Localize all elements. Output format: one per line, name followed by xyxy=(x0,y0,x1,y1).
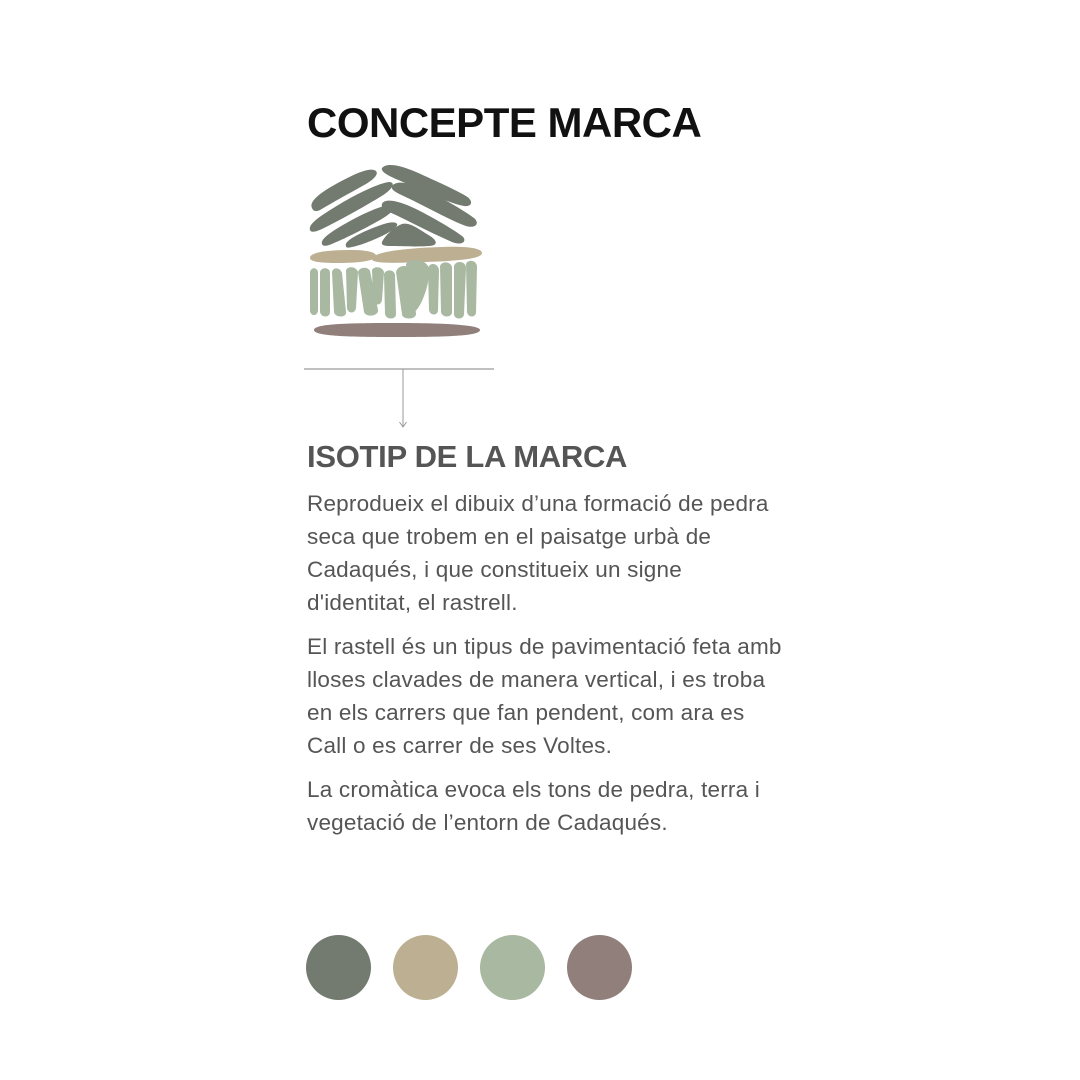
sand-layer xyxy=(310,247,482,263)
dry-stone-isotype-icon xyxy=(306,160,486,342)
vertical-stones xyxy=(310,260,477,318)
swatch-sand xyxy=(393,935,458,1000)
paragraph-rastell: El rastell és un tipus de pavimentació feta amb lloses clavades de manera vertical, i es troba en els carrers que fan pendent, com ara es Call o es carrer de ses Voltes. xyxy=(307,634,782,758)
swatch-dark-green xyxy=(306,935,371,1000)
color-palette xyxy=(306,935,632,1000)
swatch-light-green xyxy=(480,935,545,1000)
top-stones xyxy=(310,165,477,248)
paragraph-intro: Reprodueix el dibuix d’una formació de pedra seca que trobem en el paisatge urbà de Cadaqués, i que constitueix un signe d'identitat, el rastrell. xyxy=(307,491,769,615)
swatch-mauve xyxy=(567,935,632,1000)
paragraph-cromatica: La cromàtica evoca els tons de pedra, terra i vegetació de l’entorn de Cadaqués. xyxy=(307,777,760,835)
description xyxy=(307,487,787,850)
section-title: ISOTIP DE LA MARCA xyxy=(307,439,628,474)
bottom-layer xyxy=(314,323,480,337)
divider-arrow xyxy=(304,368,494,432)
page-title: CONCEPTE MARCA xyxy=(307,99,702,146)
